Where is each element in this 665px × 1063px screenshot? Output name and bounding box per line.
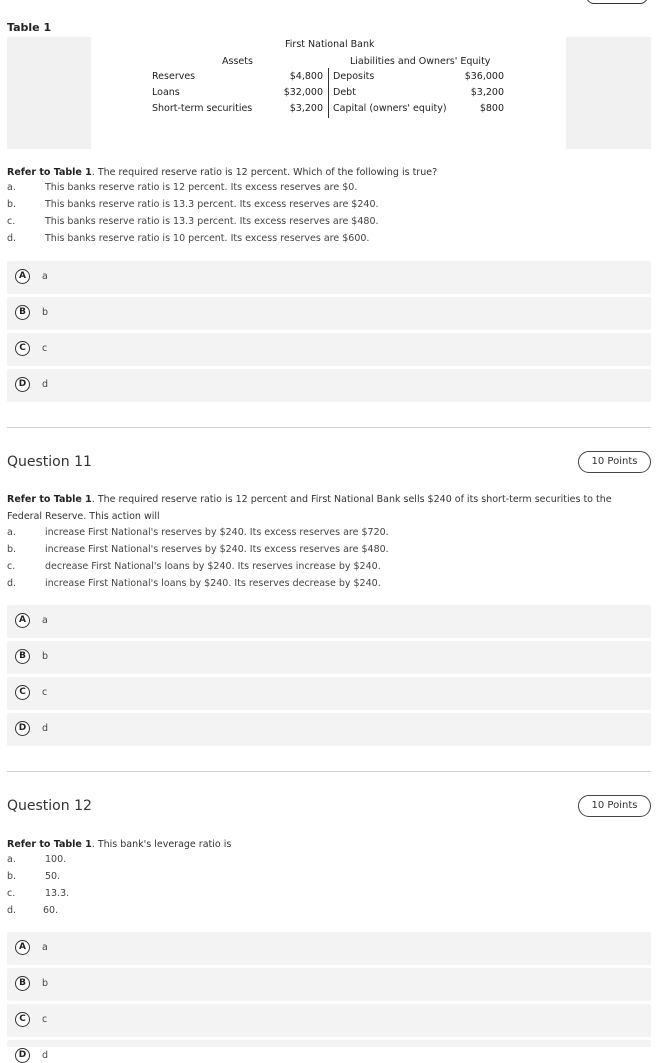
choice-badge: D (15, 721, 30, 736)
option-letter: c. (7, 216, 16, 227)
option-text: This banks reserve ratio is 10 percent. Its excess reserves are $600. (45, 233, 370, 244)
liability-label: Debt (333, 87, 356, 98)
option-text: This banks reserve ratio is 12 percent. Its excess reserves are $0. (45, 182, 358, 193)
question-divider (7, 427, 651, 428)
answer-choice-c[interactable] (7, 1004, 651, 1037)
answer-choice-b[interactable] (7, 641, 651, 674)
choice-label: a (42, 615, 48, 626)
question-stem-continued: Federal Reserve. This action will (7, 511, 160, 522)
t-account-divider (328, 68, 329, 118)
table-title: Table 1 (7, 21, 52, 34)
asset-value: $4,800 (289, 71, 323, 82)
answer-choice-d[interactable] (7, 369, 651, 402)
liabilities-header: Liabilities and Owners' Equity (350, 56, 491, 67)
option-text: increase First National's reserves by $240. Its excess reserves are $720. (45, 527, 389, 538)
choice-label: c (42, 1014, 48, 1025)
option-letter: d. (7, 905, 17, 916)
choice-label: b (42, 978, 49, 989)
answer-choice-a[interactable] (7, 605, 651, 638)
option-letter: b. (7, 199, 17, 210)
liability-value: $3,200 (470, 87, 504, 98)
previous-points-badge (586, 0, 648, 4)
answer-choice-d[interactable] (7, 1040, 651, 1061)
option-text: increase First National's loans by $240. Its reserves decrease by $240. (45, 578, 381, 589)
answer-choice-c[interactable] (7, 333, 651, 366)
liability-value: $36,000 (464, 71, 504, 82)
choice-label: b (42, 307, 49, 318)
option-text: decrease First National's loans by $240. Its reserves increase by $240. (45, 561, 381, 572)
choice-label: a (42, 271, 48, 282)
choice-badge: B (15, 976, 30, 991)
assets-header: Assets (222, 56, 253, 67)
table-right-panel (566, 37, 651, 149)
option-text: 50. (45, 871, 61, 882)
question-title: Question 12 (7, 798, 92, 814)
option-letter: d. (7, 233, 17, 244)
question-divider (7, 771, 651, 772)
bank-name: First National Bank (285, 39, 375, 50)
option-letter: b. (7, 871, 17, 882)
choice-badge: A (15, 269, 30, 284)
choice-badge: D (15, 377, 30, 392)
asset-label: Loans (152, 87, 180, 98)
option-letter: b. (7, 544, 17, 555)
option-letter: a. (7, 527, 16, 538)
option-letter: a. (7, 182, 16, 193)
choice-label: a (42, 942, 48, 953)
choice-badge: C (15, 341, 30, 356)
asset-value: $32,000 (283, 87, 323, 98)
points-badge: 10 Points (578, 451, 651, 473)
choice-label: c (42, 343, 48, 354)
option-text: This banks reserve ratio is 13.3 percent. Its excess reserves are $480. (45, 216, 379, 227)
option-letter: c. (7, 888, 16, 899)
choice-badge: B (15, 649, 30, 664)
choice-badge: B (15, 305, 30, 320)
answer-choice-c[interactable] (7, 677, 651, 710)
answer-choice-b[interactable] (7, 297, 651, 330)
answer-choice-a[interactable] (7, 932, 651, 965)
question-stem: Refer to Table 1. This bank's leverage ratio is (7, 839, 232, 850)
choice-label: d (42, 723, 49, 734)
choice-badge: D (15, 1048, 30, 1063)
choice-label: d (42, 1050, 49, 1061)
choice-badge: A (15, 613, 30, 628)
choice-label: d (42, 379, 49, 390)
option-letter: c. (7, 561, 16, 572)
answer-choice-b[interactable] (7, 968, 651, 1001)
table-reference: Refer to Table 1 (7, 839, 92, 850)
asset-value: $3,200 (289, 103, 323, 114)
question-title: Question 11 (7, 454, 92, 470)
asset-label: Reserves (152, 71, 196, 82)
answer-choice-d[interactable] (7, 713, 651, 746)
option-text: 13.3. (45, 888, 70, 899)
liability-value: $800 (479, 103, 504, 114)
option-letter: d. (7, 578, 17, 589)
table-left-panel (7, 37, 91, 149)
option-letter: a. (7, 854, 16, 865)
choice-badge: C (15, 1012, 30, 1027)
option-text: 60. (43, 905, 59, 916)
question-stem: Refer to Table 1. The required reserve ratio is 12 percent and First National Bank sells $240 of its short-term securities to the (7, 494, 612, 505)
option-text: increase First National's reserves by $240. Its excess reserves are $480. (45, 544, 389, 555)
choice-badge: A (15, 940, 30, 955)
answer-choice-a[interactable] (7, 261, 651, 294)
table-reference: Refer to Table 1 (7, 167, 92, 178)
choice-label: c (42, 687, 48, 698)
choice-label: b (42, 651, 49, 662)
asset-label: Short-term securities (152, 103, 253, 114)
option-text: 100. (45, 854, 67, 865)
table-reference: Refer to Table 1 (7, 494, 92, 505)
points-badge: 10 Points (578, 795, 651, 817)
question-stem: Refer to Table 1. The required reserve ratio is 12 percent. Which of the following is true? (7, 167, 438, 178)
choice-badge: C (15, 685, 30, 700)
liability-label: Deposits (333, 71, 375, 82)
option-text: This banks reserve ratio is 13.3 percent. Its excess reserves are $240. (45, 199, 379, 210)
liability-label: Capital (owners' equity) (333, 103, 447, 114)
